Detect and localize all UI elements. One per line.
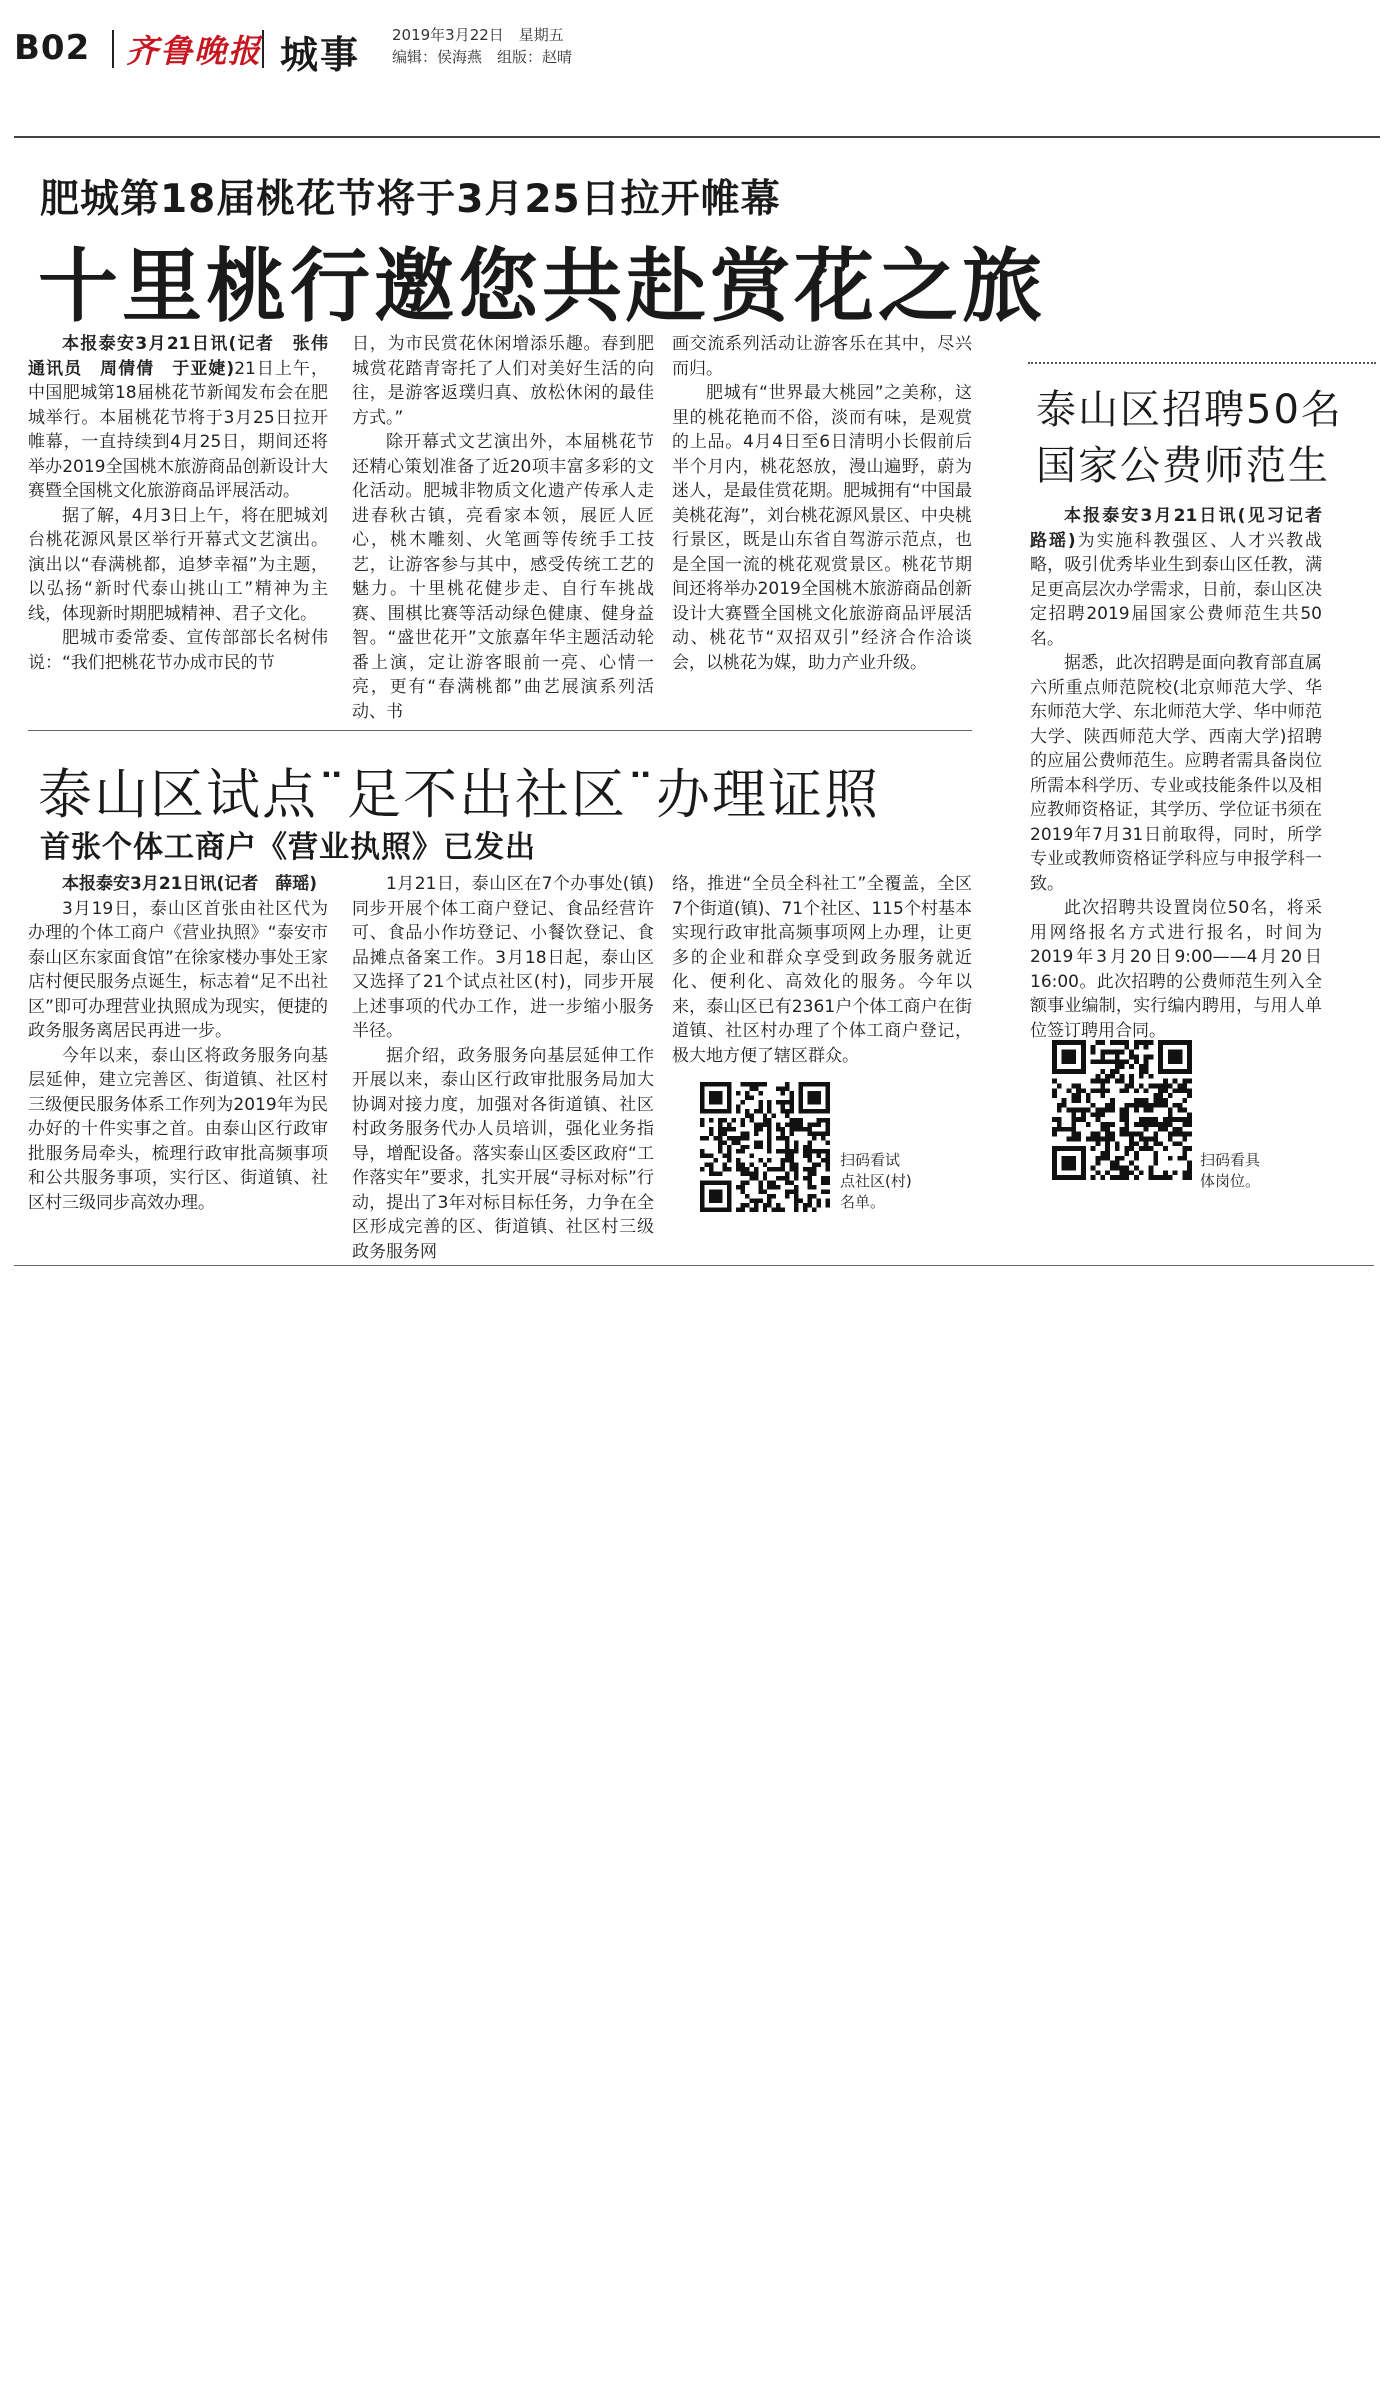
article2-paragraph: 3月19日，泰山区首张由社区代为办理的个体工商户《营业执照》“泰安市泰山区东家面食馆”在徐家楼办事处王家店村便民服务点诞生，标志着“足不出社区”即可办理营业执照成为现实，便捷的政务服务离居民再进一步。 <box>28 898 328 1041</box>
article2-qr-caption <box>840 1150 940 1213</box>
article1-column-3 <box>672 332 972 675</box>
article1-paragraph: 据了解，4月3日上午，将在肥城刘台桃花源风景区举行开幕式文艺演出。演出以“春满桃都，追梦幸福”为主题，以弘扬“新时代泰山挑山工”精神为主线，体现新时期肥城精神、君子文化。 <box>28 505 328 624</box>
newspaper-logo: 齐鲁晚报 <box>126 32 263 70</box>
article3-headline-line: 国家公费师范生 <box>1036 443 1330 489</box>
article2-byline: 本报泰安3月21日讯(记者 薛瑶) <box>62 874 318 894</box>
editor-credit: 编辑：侯海燕 组版：赵晴 <box>392 48 573 66</box>
article1-paragraph: 肥城有“世界最大桃园”之美称，这里的桃花艳而不俗，淡而有味，是观赏的上品。4月4日至6日清明小长假前后半个月内，桃花怒放，漫山遍野，蔚为迷人，是最佳赏花期。肥城拥有“中国最美桃花海”，刘台桃花源风景区、中央桃行景区，既是山东省自驾游示范点，也是全国一流的桃花观赏景区。桃花节期间还将举办2019全国桃木旅游商品创新设计大赛暨全国桃文化旅游商品评展活动、桃花节“双招双引”经济合作洽谈会，以桃花为媒，助力产业升级。 <box>672 383 972 673</box>
article2-paragraph: 据介绍，政务服务向基层延伸工作开展以来，泰山区行政审批服务局加大协调对接力度，加强对各街道镇、社区村政务服务代办人员培训，强化业务指导，增配设备。落实泰山区委区政府“工作落实年”要求，扎实开展“寻标对标”行动，提出了3年对标目标任务，力争在全区形成完善的区、街道镇、社区村三级政务服务网 <box>352 1045 654 1262</box>
article1-paragraph: 肥城市委常委、宣传部部长名树伟说：“我们把桃花节办成市民的节 <box>28 628 328 673</box>
header-rule <box>14 136 1380 138</box>
article2-headline: 泰山区试点¨足不出社区¨办理证照 <box>38 763 880 826</box>
qr-caption-line: 体岗位。 <box>1200 1172 1261 1190</box>
sidebar-dotted-rule <box>1028 362 1376 364</box>
qr-caption-line: 扫码看试 <box>840 1151 901 1169</box>
article3-qr-caption <box>1200 1150 1300 1192</box>
article3-paragraph: 此次招聘共设置岗位50名，将采用网络报名方式进行报名，时间为2019年3月20日9:00——4月20日16:00。此次招聘的公费师范生列入全额事业编制，实行编内聘用，与用人单位签订聘用合同。 <box>1030 898 1322 1041</box>
article3-byline: 本报泰安3月21日讯(见习记者 路瑶) <box>1030 506 1339 551</box>
bottom-rule <box>14 1265 1374 1266</box>
qr-caption-line: 点社区(村) <box>840 1172 912 1190</box>
masthead-divider <box>262 30 264 68</box>
article1-paragraph: 除开幕式文艺演出外，本届桃花节还精心策划准备了近20项丰富多彩的文化活动。肥城非物质文化遗产传承人走进春秋古镇，亮看家本领，展匠人匠心，桃木雕刻、火笔画等传统手工技艺，让游客参与其中，感受传统工艺的魅力。十里桃花健步走、自行车挑战赛、围棋比赛等活动绿色健康、健身益智。“盛世花开”文旅嘉年华主题活动轮番上演，定让游客眼前一亮、心情一亮，更有“春满桃都”曲艺展演系列活动、书 <box>352 432 654 722</box>
article1-paragraph: 21日上午，中国肥城第18届桃花节新闻发布会在肥城举行。本届桃花节将于3月25日拉开帷幕，一直持续到4月25日，期间还将举办2019全国桃木旅游商品创新设计大赛暨全国桃文化旅游商品评展活动。 <box>28 358 328 501</box>
article2-subhead: 首张个体工商户《营业执照》已发出 <box>40 830 536 865</box>
qr-caption-line: 扫码看具 <box>1200 1151 1261 1169</box>
article1-paragraph: 画交流系列活动让游客乐在其中，尽兴而归。 <box>672 334 972 379</box>
article1-column-1 <box>28 332 345 675</box>
article3-headline-line: 泰山区招聘50名 <box>1036 387 1343 433</box>
issue-date: 2019年3月22日 星期五 <box>392 26 564 44</box>
article1-byline: 本报泰安3月21日讯(记者 张伟 通讯员 周倩倩 于亚婕) <box>28 334 345 379</box>
article1-kicker: 肥城第18届桃花节将于3月25日拉开帷幕 <box>40 177 781 222</box>
article3-paragraph: 据悉，此次招聘是面向教育部直属六所重点师范院校(北京师范大学、华东师范大学、东北师范大学、华中师范大学、陕西师范大学、西南大学)招聘的应届公费师范生。应聘者需具备岗位所需本科学历、专业或技能条件以及相应教师资格证，其学历、学位证书须在2019年7月31日前取得，同时，所学专业或教师资格证学科应与申报学科一致。 <box>1030 653 1322 894</box>
article-divider <box>28 730 972 731</box>
page-number: B02 <box>14 28 91 68</box>
qr-code-icon[interactable] <box>1052 1040 1192 1180</box>
article2-paragraph: 今年以来，泰山区将政务服务向基层延伸，建立完善区、街道镇、社区村三级便民服务体系工作列为2019年为民办好的十件实事之首。由泰山区行政审批服务局牵头，梳理行政审批高频事项和公共服务事项，实行区、街道镇、社区村三级同步高效办理。 <box>28 1045 328 1213</box>
section-title: 城事 <box>280 33 361 77</box>
article2-column-1 <box>28 872 328 1215</box>
qr-code-icon[interactable] <box>700 1082 830 1212</box>
article3-column <box>1030 504 1339 1043</box>
article1-headline: 十里桃行邀您共赴赏花之旅 <box>38 240 1046 333</box>
article3-headline <box>1036 382 1343 494</box>
article2-column-3 <box>672 872 972 1068</box>
article1-paragraph: 日，为市民赏花休闲增添乐趣。春到肥城赏花踏青寄托了人们对美好生活的向往，是游客返璞归真、放松休闲的最佳方式。” <box>352 334 654 428</box>
qr-caption-line: 名单。 <box>840 1193 886 1211</box>
article2-column-2 <box>352 872 654 1264</box>
article2-paragraph: 络，推进“全员全科社工”全覆盖，全区7个街道(镇)、71个社区、115个村基本实现行政审批高频事项网上办理，让更多的企业和群众享受到政务服务就近化、便利化、高效化的服务。今年以来，泰山区已有2361户个体工商户在街道镇、社区村办理了个体工商户登记，极大地方便了辖区群众。 <box>672 874 972 1066</box>
masthead-divider <box>112 30 114 68</box>
article3-paragraph: 为实施科教强区、人才兴教战略，吸引优秀毕业生到泰山区任教，满足更高层次办学需求，日前，泰山区决定招聘2019届国家公费师范生共50名。 <box>1030 530 1322 649</box>
article2-paragraph: 1月21日，泰山区在7个办事处(镇)同步开展个体工商户登记、食品经营许可、食品小作坊登记、小餐饮登记、食品摊点备案工作。3月18日起，泰山区又选择了21个试点社区(村)，同步开展上述事项的代办工作，进一步缩小服务半径。 <box>352 874 654 1041</box>
article1-column-2 <box>352 332 654 724</box>
